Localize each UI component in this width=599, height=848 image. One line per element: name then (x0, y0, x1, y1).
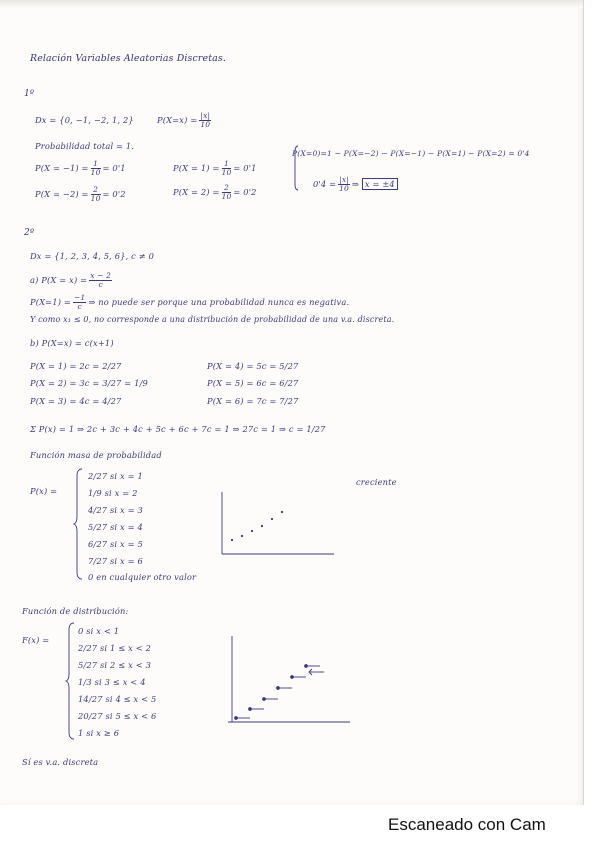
ex2-part-a-conclusion: Y como x₁ ≤ 0, no corresponde a una distribución de probabilidad de una v.a. discreta. (30, 315, 395, 324)
pmf-row-2: 1/9 si x = 2 (88, 488, 138, 498)
ex1-p-0: P(X=0)=1 − P(X=−2) − P(X=−1) − P(X=1) − P(X=2) = 0'4 (292, 149, 530, 158)
cdf-row-4: 1/3 si 3 ≤ x < 4 (78, 677, 146, 687)
cdf-row-3: 5/27 si 2 ≤ x < 3 (78, 660, 152, 670)
pmf-sketch-point (251, 530, 253, 532)
pmf-sketch-point (241, 535, 243, 537)
cdf-title: Función de distribución: (22, 606, 129, 616)
ex2-b-left-2: P(X = 2) = 3c = 3/27 = 1/9 (30, 378, 148, 388)
pmf-row-6: 7/27 si x = 6 (88, 556, 143, 566)
cdf-step-dot (249, 708, 252, 711)
creciente-note: creciente (356, 477, 397, 487)
ex1-p-minus-1: P(X = −1) = $\frac{1}{10}$ = 0'1 (35, 159, 126, 177)
cdf-step-dot (235, 717, 238, 720)
pmf-sketch-point (231, 539, 233, 541)
pmf-title: Función masa de probabilidad (30, 450, 162, 460)
cdf-row-1: 0 si x < 1 (78, 626, 120, 636)
ex1-bracket-line (294, 144, 300, 192)
ex2-domain: Dx = {1, 2, 3, 4, 5, 6}, c ≠ 0 (30, 251, 155, 261)
ex2-part-a-check: P(X=1) = $\frac{-1}{c}$ ⇒ no puede ser porque una probabilidad nunca es negativa. (30, 293, 350, 311)
cdf-row-2: 2/27 si 1 ≤ x < 2 (78, 643, 152, 653)
ex1-answer-box: x = ±4 (362, 178, 398, 190)
cdf-row-7: 1 si x ≥ 6 (78, 728, 120, 738)
exercise-1-number: 1º (24, 89, 35, 99)
pmf-brace (74, 468, 84, 580)
pmf-sketch-point (271, 518, 273, 520)
ex1-solve-x: 0'4 = $\frac{|x|}{10}$ ⇒ x = ±4 (313, 176, 398, 193)
cdf-step-dot (277, 687, 280, 690)
pmf-row-7: 0 en cualquier otro valor (88, 572, 197, 582)
pmf-label: P(x) = (30, 486, 58, 496)
ex2-b-left-1: P(X = 1) = 2c = 2/27 (30, 361, 122, 371)
ex2-b-left-3: P(X = 3) = 4c = 4/27 (30, 396, 122, 406)
ex2-sum-equation: Σ P(x) = 1 ⇒ 2c + 3c + 4c + 5c + 6c + 7c = 1 ⇒ 27c = 1 ⇒ c = 1/27 (30, 424, 326, 434)
pmf-sketch-point (281, 511, 283, 513)
page-fold-shadow (0, 0, 583, 8)
cdf-row-6: 20/27 si 5 ≤ x < 6 (78, 711, 157, 721)
ex2-b-right-2: P(X = 5) = 6c = 6/27 (207, 378, 299, 388)
cdf-label: F(x) = (22, 635, 50, 645)
exercise-2-number: 2º (24, 228, 35, 238)
ex1-p-minus-2: P(X = −2) = $\frac{2}{10}$ = 0'2 (35, 185, 126, 203)
ex1-p-1: P(X = 1) = $\frac{1}{10}$ = 0'1 (173, 159, 257, 177)
pmf-sketch (218, 488, 338, 560)
cdf-row-5: 14/27 si 4 ≤ x < 5 (78, 694, 157, 704)
cdf-brace (66, 622, 76, 740)
scanner-watermark: Escaneado con Cam (388, 815, 546, 834)
pmf-row-4: 5/27 si x = 4 (88, 522, 143, 532)
cdf-step-dot (263, 698, 266, 701)
ex2-part-a-pmf: a) P(X = x) = $\frac{x - 2}{c}$ (30, 271, 112, 289)
ex2-b-right-3: P(X = 6) = 7c = 7/27 (207, 396, 299, 406)
ex2-b-right-1: P(X = 4) = 5c = 5/27 (207, 361, 299, 371)
cdf-step-dot (305, 665, 308, 668)
pmf-row-3: 4/27 si x = 3 (88, 505, 143, 515)
cdf-sketch (226, 632, 356, 728)
pmf-row-5: 6/27 si x = 5 (88, 539, 143, 549)
ex2-part-b-pmf: b) P(X=x) = c(x+1) (30, 338, 114, 348)
ex1-p-2: P(X = 2) = $\frac{2}{10}$ = 0'2 (173, 183, 257, 201)
ex1-domain: Dx = {0, −1, −2, 1, 2} (35, 115, 134, 125)
page-title: Relación Variables Aleatorias Discretas. (30, 53, 226, 64)
cdf-step-dot (291, 676, 294, 679)
closing-statement: Sí es v.a. discreta (22, 757, 99, 767)
ex1-pmf-definition: P(X=x) = $\frac{|x|}{10}$ (157, 111, 211, 129)
ex1-total-probability: Probabilidad total = 1. (35, 141, 135, 151)
pmf-row-1: 2/27 si x = 1 (88, 471, 143, 481)
pmf-sketch-point (261, 525, 263, 527)
